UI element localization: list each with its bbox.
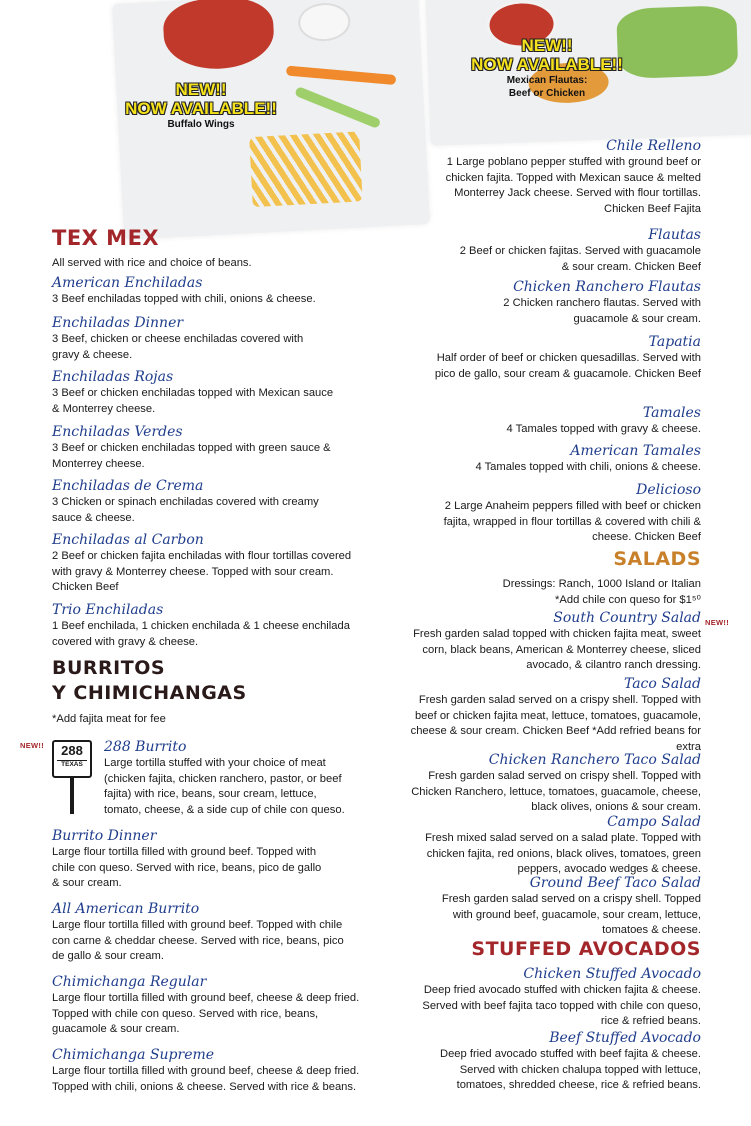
sign-post xyxy=(70,778,74,814)
tex-mex-note: All served with rice and choice of beans. xyxy=(52,257,252,269)
menu-item xyxy=(52,369,372,417)
item-name: Delicioso xyxy=(636,482,701,498)
item-name: American Tamales xyxy=(570,443,701,459)
menu-item xyxy=(401,443,701,476)
item-desc: 4 Tamales topped with gravy & cheese. xyxy=(506,423,701,435)
salads-title: SALADS xyxy=(613,548,701,570)
menu-item xyxy=(52,532,372,596)
wings-illustration xyxy=(162,0,276,71)
item-name: Ground Beef Taco Salad xyxy=(529,875,701,891)
item-desc: Deep fried avocado stuffed with beef fajita & cheese. Served with chicken chalupa topped with lettuce, tomatoes, shredded cheese, rice & refried beans. xyxy=(440,1048,701,1091)
menu-item xyxy=(52,275,372,308)
item-name: Enchiladas Dinner xyxy=(52,315,184,331)
new-wings-badge xyxy=(96,80,306,131)
item-name: Chicken Stuffed Avocado xyxy=(523,966,701,982)
item-name: Chicken Ranchero Flautas xyxy=(513,279,701,295)
now-available-label: NOW AVAILABLE!! xyxy=(125,99,277,118)
item-name: Enchiladas Verdes xyxy=(52,424,183,440)
menu-item xyxy=(401,227,701,275)
item-name: American Enchiladas xyxy=(52,275,203,291)
item-name: Taco Salad xyxy=(623,676,701,692)
item-desc: Fresh garden salad served on a crispy shell. Topped with beef or chicken fajita meat, lettuce, tomatoes, guacamole, cheese & sour cream. Chicken Beef *Add refried beans for extra xyxy=(410,694,701,753)
salads-notes xyxy=(401,577,701,608)
burritos-title-1: BURRITOS xyxy=(52,657,166,679)
item-name: Enchiladas al Carbon xyxy=(52,532,204,548)
new-tag: NEW!! xyxy=(705,618,729,627)
item-name: All American Burrito xyxy=(52,901,200,917)
menu-item xyxy=(401,482,701,546)
item-desc: Fresh garden salad topped with chicken fajita meat, sweet corn, black beans, American & Monterrey cheese, sliced avocado, & cilantro ranch dressing. xyxy=(413,628,701,671)
item-desc: Fresh mixed salad served on a salad plate. Topped with chicken fajita, red onions, black olives, tomatoes, green peppers, avocado wedges & cheese. xyxy=(425,832,701,875)
item-desc: Large tortilla stuffed with your choice of meat (chicken fajita, chicken ranchero, pastor, or beef fajita) with rice, beans, sour cream, lettuce, tomato, cheese, & a side cup of chile con queso. xyxy=(104,757,345,816)
new-label: NEW!! xyxy=(521,36,573,55)
item-name: Tamales xyxy=(642,405,701,421)
wings-caption: Buffalo Wings xyxy=(167,119,235,130)
ranch-cup-illustration xyxy=(297,2,351,43)
item-name: Chimichanga Supreme xyxy=(52,1047,215,1063)
menu-item xyxy=(401,405,701,438)
item-desc: Fresh garden salad served on a crispy shell. Topped with ground beef, guacamole, sour cream, lettuce, tomatoes & cheese. xyxy=(441,893,701,936)
sign-state: TEXAS xyxy=(57,760,87,769)
item-desc: 3 Beef or chicken enchiladas topped with green sauce & Monterrey cheese. xyxy=(52,442,331,470)
new-tag: NEW!! xyxy=(20,741,44,750)
dressings-note: Dressings: Ranch, 1000 Island or Italian xyxy=(502,578,701,590)
menu-item xyxy=(381,752,701,816)
item-name: Chicken Ranchero Taco Salad xyxy=(488,752,701,768)
menu-item xyxy=(401,138,701,217)
item-desc: 1 Large poblano pepper stuffed with ground beef or chicken fajita. Topped with Mexican sauce & melted Monterrey Jack cheese. Served with flour tortillas. Chicken Beef Fajita xyxy=(445,156,701,215)
menu-item xyxy=(381,610,701,674)
queso-note: *Add chile con queso for $1⁵⁰ xyxy=(555,593,701,606)
item-desc: 2 Beef or chicken fajita enchiladas with flour tortillas covered with gravy & Monterrey cheese. Topped with sour cream. Chicken Beef xyxy=(52,550,352,593)
new-label: NEW!! xyxy=(175,80,227,99)
item-desc: Large flour tortilla filled with ground beef. Topped with chile con queso. Served with rice, beans, pico de gallo & sour cream. xyxy=(52,846,322,889)
menu-item xyxy=(52,828,372,892)
menu-item xyxy=(381,334,701,382)
item-name: Enchiladas Rojas xyxy=(52,369,174,385)
item-name: Tapatia xyxy=(648,334,701,350)
tex-mex-title: TEX MEX xyxy=(52,226,160,250)
menu-item xyxy=(381,966,701,1030)
menu-item xyxy=(52,974,372,1038)
item-name: Burrito Dinner xyxy=(52,828,157,844)
highway-288-sign-icon xyxy=(52,740,94,814)
item-name: 288 Burrito xyxy=(104,739,187,755)
menu-item xyxy=(52,315,372,363)
burritos-title-2: Y CHIMICHANGAS xyxy=(52,682,247,704)
item-name: Chile Relleno xyxy=(606,138,701,154)
stuffed-avocados-title: STUFFED AVOCADOS xyxy=(471,938,701,960)
item-name: Chimichanga Regular xyxy=(52,974,207,990)
item-desc: 2 Chicken ranchero flautas. Served with guacamole & sour cream. xyxy=(503,297,701,325)
item-name: Beef Stuffed Avocado xyxy=(549,1030,701,1046)
menu-item xyxy=(52,478,372,526)
item-desc: 1 Beef enchilada, 1 chicken enchilada & 1 cheese enchilada covered with gravy & cheese. xyxy=(52,620,350,648)
now-available-label: NOW AVAILABLE!! xyxy=(471,55,623,74)
item-desc: Deep fried avocado stuffed with chicken fajita & cheese. Served with beef fajita taco topped with chile con queso, rice & refried beans. xyxy=(422,984,701,1027)
flautas-caption-2: Beef or Chicken xyxy=(508,88,586,99)
menu-item xyxy=(52,901,372,965)
item-desc: Large flour tortilla filled with ground beef. Topped with chile con carne & cheddar cheese. Served with rice, beans, pico de gallo & sour cream. xyxy=(52,919,344,962)
item-desc: Large flour tortilla filled with ground beef, cheese & deep fried. Topped with chili, onions & cheese. Served with rice & beans. xyxy=(52,1065,360,1093)
menu-item xyxy=(52,424,372,472)
new-flautas-badge xyxy=(442,36,652,100)
burritos-note: *Add fajita meat for fee xyxy=(52,713,166,725)
item-desc: 3 Beef, chicken or cheese enchiladas covered with gravy & cheese. xyxy=(52,333,304,361)
item-desc: 3 Chicken or spinach enchiladas covered with creamy sauce & cheese. xyxy=(52,496,319,524)
celery-illustration xyxy=(294,86,381,129)
menu-item xyxy=(381,676,701,755)
item-desc: 2 Beef or chicken fajitas. Served with guacamole & sour cream. Chicken Beef xyxy=(459,245,701,273)
menu-item xyxy=(381,814,701,878)
item-desc: 2 Large Anaheim peppers filled with beef or chicken fajita, wrapped in flour tortillas & covered with chili & cheese. Chicken Beef xyxy=(443,500,701,543)
menu-item xyxy=(401,875,701,939)
item-desc: Fresh garden salad served on crispy shell. Topped with Chicken Ranchero, lettuce, tomatoes, guacamole, cheese, black olives, onions & sour cream. xyxy=(411,770,701,813)
menu-item xyxy=(52,1047,372,1095)
item-desc: 3 Beef or chicken enchiladas topped with Mexican sauce & Monterrey cheese. xyxy=(52,387,334,415)
sign-board xyxy=(52,740,92,778)
flautas-caption-1: Mexican Flautas: xyxy=(506,75,588,86)
menu-item xyxy=(401,279,701,327)
item-desc: Large flour tortilla filled with ground beef, cheese & deep fried. Topped with chile con queso. Served with rice, beans, guacamole & sour cream. xyxy=(52,992,360,1035)
menu-item xyxy=(52,602,372,650)
item-desc: 3 Beef enchiladas topped with chili, onions & cheese. xyxy=(52,293,316,305)
sign-number: 288 xyxy=(61,743,83,758)
item-name: Flautas xyxy=(648,227,701,243)
item-name: Trio Enchiladas xyxy=(52,602,164,618)
menu-item xyxy=(104,739,354,818)
item-desc: Half order of beef or chicken quesadillas. Served with pico de gallo, sour cream & guacamole. Chicken Beef xyxy=(434,352,701,380)
menu-item xyxy=(381,1030,701,1094)
item-desc: 4 Tamales topped with chili, onions & cheese. xyxy=(475,461,701,473)
item-name: Campo Salad xyxy=(607,814,701,830)
item-name: Enchiladas de Crema xyxy=(52,478,204,494)
item-name: South Country Salad xyxy=(553,610,701,626)
fries-illustration xyxy=(249,131,363,207)
